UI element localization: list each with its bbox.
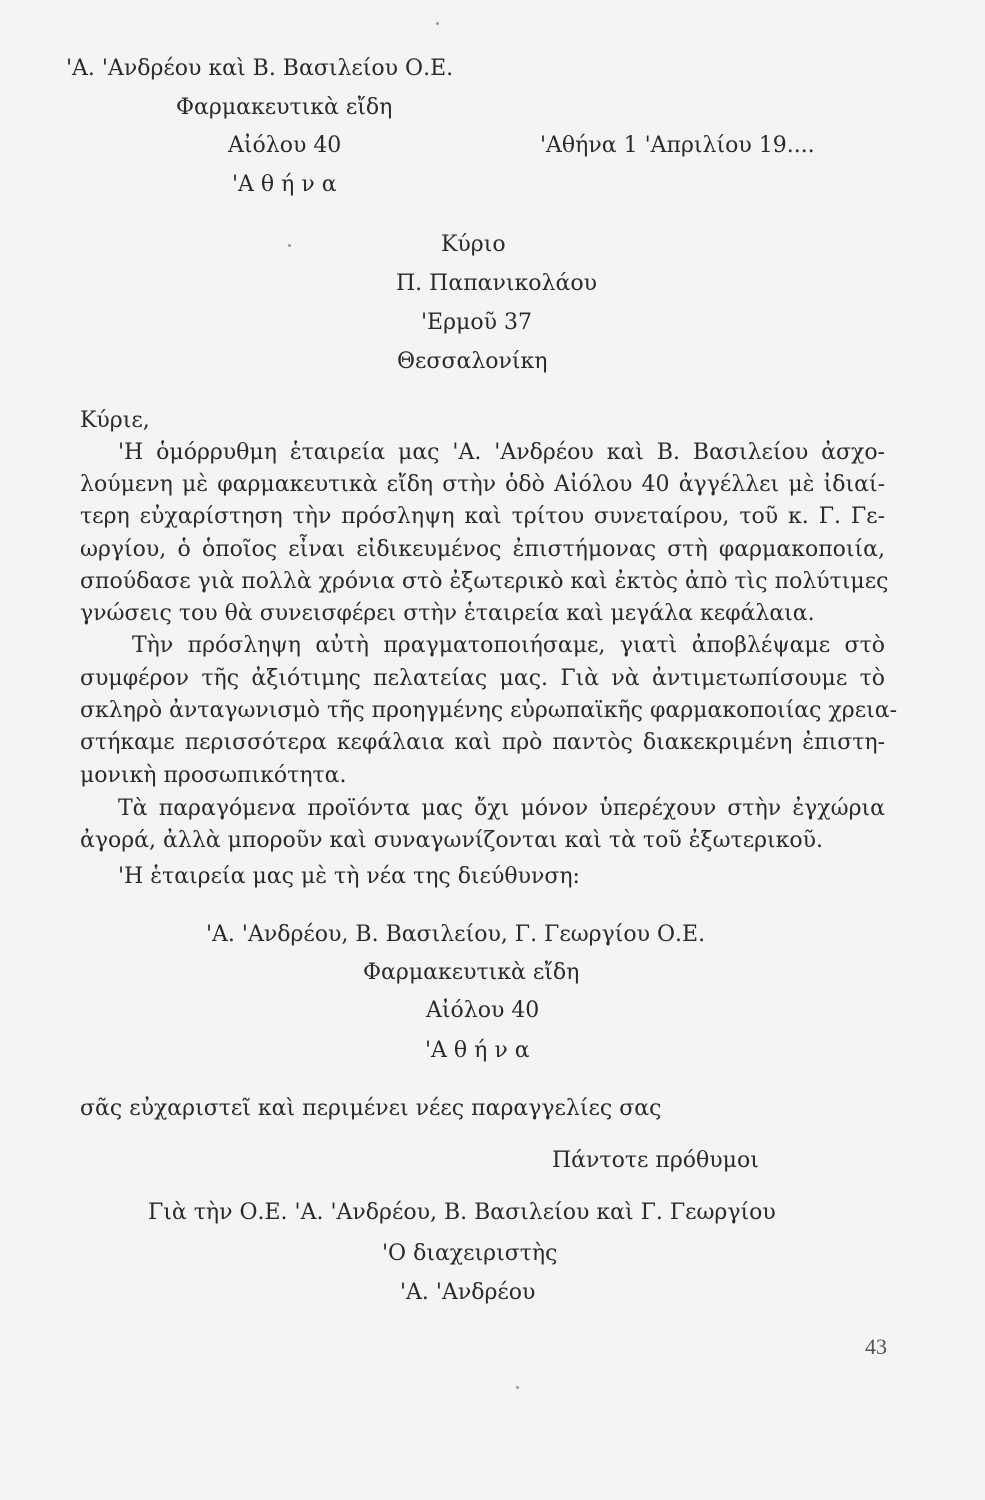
new-company: 'Α. 'Ανδρέου, Β. Βασιλείου, Γ. Γεωργίου Ο.Ε. bbox=[206, 922, 706, 947]
scan-speck bbox=[288, 244, 291, 247]
date-line: 'Αθήνα 1 'Απριλίου 19.... bbox=[540, 133, 815, 158]
body-line: τερη εὐχαρίστηση τὴν πρόσληψη καὶ τρίτου συνεταίρου, τοῦ κ. Γ. Γε- bbox=[80, 504, 885, 529]
recipient-name: Π. Παπανικολάου bbox=[396, 271, 597, 296]
sender-street: Αἰόλου 40 bbox=[228, 133, 342, 158]
thanks-line: σᾶς εὐχαριστεῖ καὶ περιμένει νέες παραγγελίες σας bbox=[80, 1096, 662, 1121]
body-line: σκληρὸ ἀνταγωνισμὸ τῆς προηγμένης εὐρωπαϊκῆς φαρμακοποιίας χρεια- bbox=[80, 698, 898, 723]
signature-name: 'Α. 'Ανδρέου bbox=[400, 1280, 536, 1305]
body-line: στήκαμε περισσότερα κεφάλαια καὶ πρὸ παντὸς διακεκριμένη ἐπιστη- bbox=[80, 730, 885, 755]
body-line: γνώσεις του θὰ συνεισφέρει στὴν ἑταιρεία καὶ μεγάλα κεφάλαια. bbox=[80, 601, 815, 626]
body-line: συμφέρον τῆς ἀξιότιμης πελατείας μας. Γιὰ νὰ ἀντιμετωπίσουμε τὸ bbox=[80, 666, 885, 691]
body-line: μονικὴ προσωπικότητα. bbox=[80, 763, 347, 788]
recipient-street: 'Ερμοῦ 37 bbox=[421, 310, 532, 335]
body-line: σπούδασε γιὰ πολλὰ χρόνια στὸ ἐξωτερικὸ καὶ ἐκτὸς ἀπὸ τὶς πολύτιμες bbox=[80, 569, 889, 594]
closing: Πάντοτε πρόθυμοι bbox=[552, 1148, 759, 1173]
sender-business: Φαρμακευτικὰ εἴδη bbox=[176, 95, 393, 120]
new-city: 'Α θ ή ν α bbox=[425, 1038, 530, 1063]
new-business: Φαρμακευτικὰ εἴδη bbox=[363, 960, 580, 985]
body-line: 'Η ἑταιρεία μας μὲ τὴ νέα της διεύθυνση: bbox=[118, 864, 580, 889]
body-line: ἀγορά, ἀλλὰ μποροῦν καὶ συναγωνίζονται καὶ τὰ τοῦ ἐξωτερικοῦ. bbox=[80, 828, 824, 853]
new-street: Αἰόλου 40 bbox=[426, 998, 540, 1023]
body-line: Τὴν πρόσληψη αὐτὴ πραγματοποιήσαμε, γιατὶ ἀποβλέψαμε στὸ bbox=[132, 633, 885, 658]
signature-for-line: Γιὰ τὴν Ο.Ε. 'Α. 'Ανδρέου, Β. Βασιλείου καὶ Γ. Γεωργίου bbox=[148, 1200, 776, 1225]
body-line: 'Η ὁμόρρυθμη ἑταιρεία μας 'Α. 'Ανδρέου καὶ Β. Βασιλείου ἀσχο- bbox=[118, 440, 885, 465]
recipient-city: Θεσσαλονίκη bbox=[397, 349, 548, 374]
body-line: Τὰ παραγόμενα προϊόντα μας ὄχι μόνον ὑπερέχουν στὴν ἐγχώρια bbox=[118, 796, 885, 821]
sender-company: 'Α. 'Ανδρέου καὶ Β. Βασιλείου Ο.Ε. bbox=[66, 56, 454, 81]
body-line: λούμενη μὲ φαρμακευτικὰ εἴδη στὴν ὁδὸ Αἰόλου 40 ἀγγέλλει μὲ ἰδιαί- bbox=[80, 472, 885, 497]
body-line: ωργίου, ὁ ὁποῖος εἶναι εἰδικευμένος ἐπιστήμονας στὴ φαρμακοποιία, bbox=[80, 537, 885, 562]
signature-role: 'Ο διαχειριστὴς bbox=[382, 1241, 558, 1266]
page-number: 43 bbox=[865, 1334, 887, 1359]
scan-speck bbox=[516, 1386, 519, 1389]
sender-city: 'Α θ ή ν α bbox=[232, 172, 337, 197]
recipient-title: Κύριο bbox=[441, 232, 506, 257]
salutation: Κύριε, bbox=[80, 408, 150, 433]
scan-speck bbox=[436, 22, 439, 25]
